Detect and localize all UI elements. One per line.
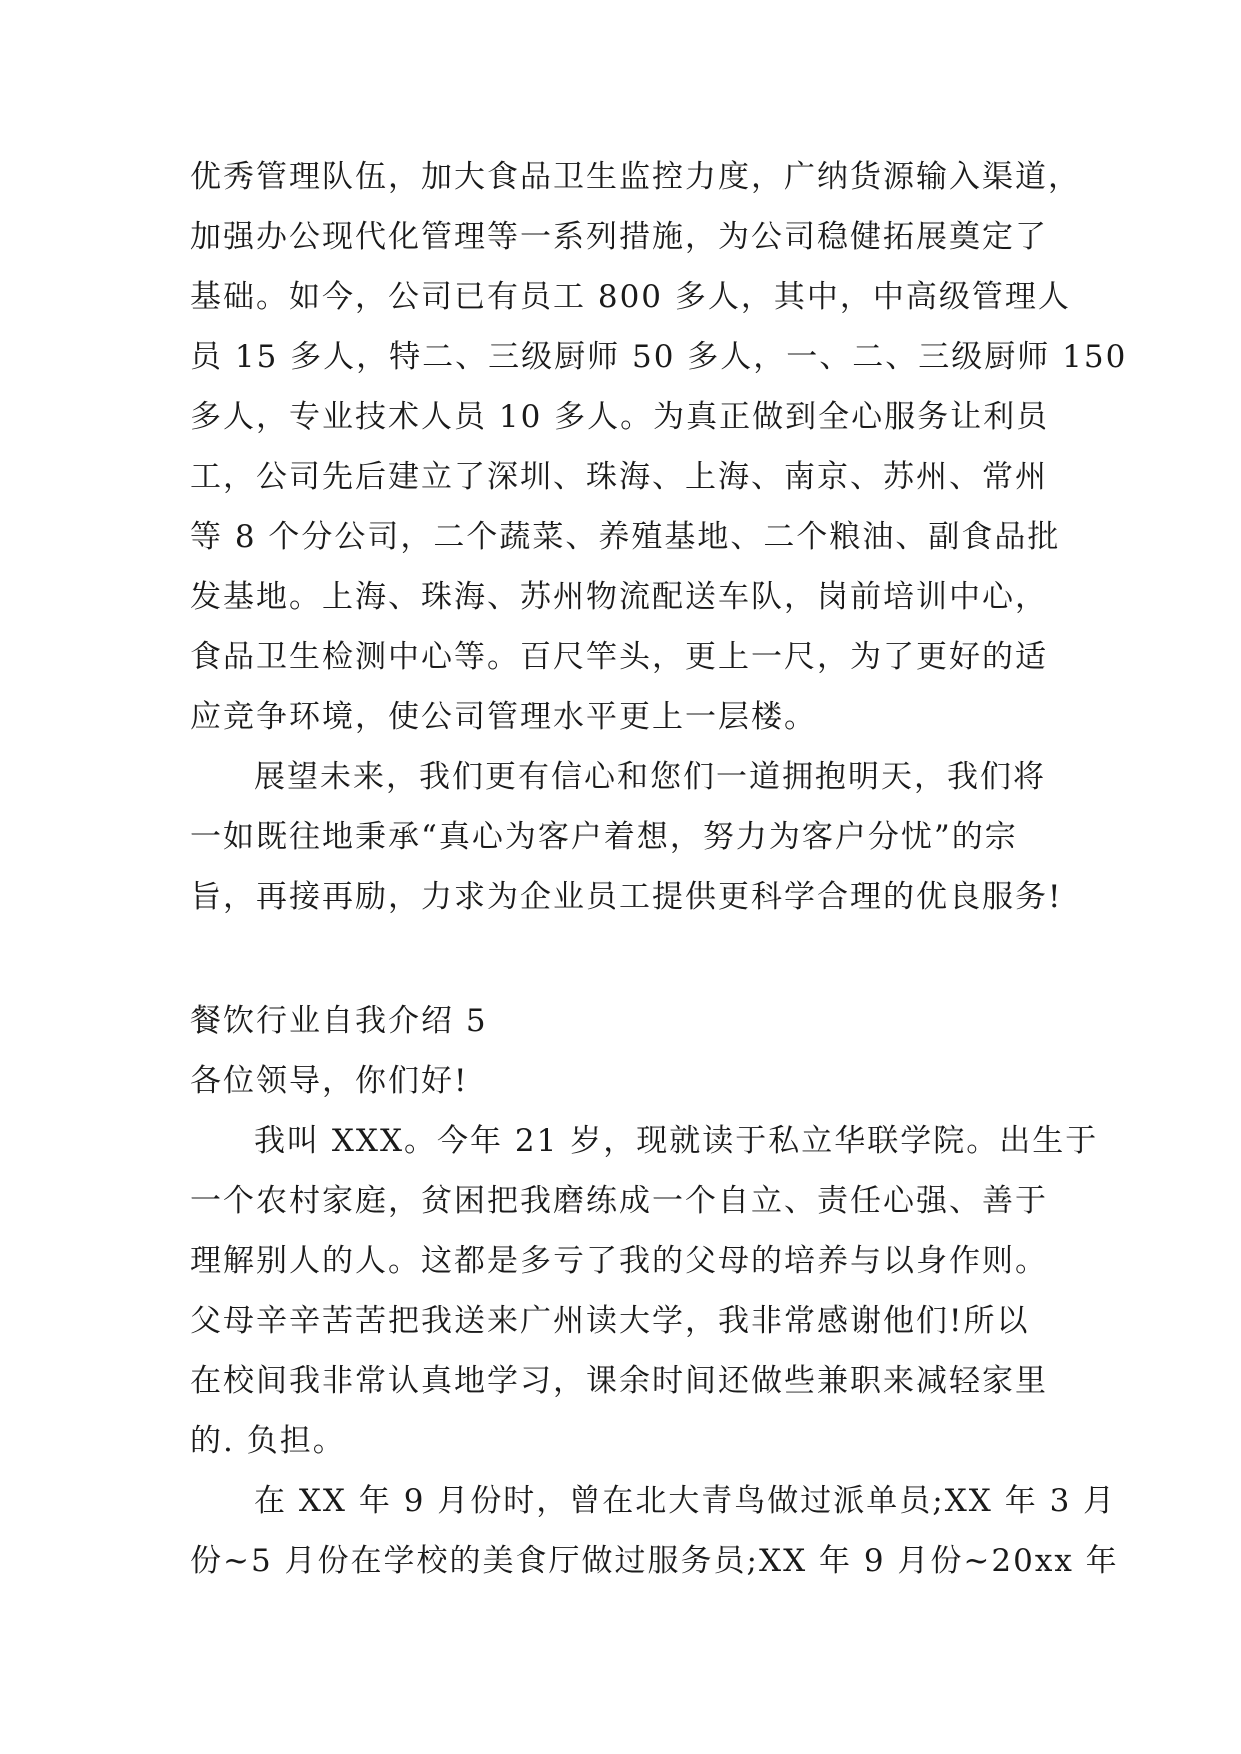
paragraph-outlook [190, 747, 1063, 927]
text-line: 应竞争环境，使公司管理水平更上一层楼。 [190, 699, 817, 735]
greeting: 各位领导，你们好! [190, 1063, 469, 1099]
text-line: 在校间我非常认真地学习，课余时间还做些兼职来减轻家里 [190, 1363, 1048, 1399]
paragraph-company-overview [190, 147, 1128, 747]
text-line: 在 XX 年 9 月份时，曾在北大青鸟做过派单员;XX 年 3 月 [254, 1483, 1117, 1519]
document-body [190, 147, 1128, 1591]
text-line: 员 15 多人，特二、三级厨师 50 多人，一、二、三级厨师 150 [190, 339, 1128, 375]
text-line: 基础。如今，公司已有员工 800 多人，其中，中高级管理人 [190, 279, 1071, 315]
text-line: 工，公司先后建立了深圳、珠海、上海、南京、苏州、常州 [190, 459, 1048, 495]
text-line: 份~5 月份在学校的美食厅做过服务员;XX 年 9 月份~20xx 年 [190, 1543, 1119, 1579]
text-line: 的. 负担。 [190, 1423, 346, 1459]
text-line: 父母辛辛苦苦把我送来广州读大学，我非常感谢他们!所以 [190, 1303, 1030, 1339]
section-gap [190, 927, 1050, 991]
paragraph-work-experience [190, 1471, 1119, 1591]
text-line: 优秀管理队伍，加大食品卫生监控力度，广纳货源输入渠道， [190, 159, 1081, 195]
section-title: 餐饮行业自我介绍 5 [190, 1003, 488, 1039]
paragraph-self-introduction [190, 1111, 1099, 1471]
text-line: 一个农村家庭，贫困把我磨练成一个自立、责任心强、善于 [190, 1183, 1048, 1219]
text-line: 加强办公现代化管理等一系列措施，为公司稳健拓展奠定了 [190, 219, 1048, 255]
text-line: 展望未来，我们更有信心和您们一道拥抱明天，我们将 [254, 759, 1046, 795]
text-line: 理解别人的人。这都是多亏了我的父母的培养与以身作则。 [190, 1243, 1048, 1279]
text-line: 旨，再接再励，力求为企业员工提供更科学合理的优良服务! [190, 879, 1063, 915]
text-line: 发基地。上海、珠海、苏州物流配送车队，岗前培训中心， [190, 579, 1048, 615]
text-line: 食品卫生检测中心等。百尺竿头，更上一尺，为了更好的适 [190, 639, 1048, 675]
text-line: 一如既往地秉承“真心为客户着想，努力为客户分忧”的宗 [190, 819, 1018, 855]
text-line: 等 8 个分公司，二个蔬菜、养殖基地、二个粮油、副食品批 [190, 519, 1061, 555]
text-line: 多人，专业技术人员 10 多人。为真正做到全心服务让利员 [190, 399, 1050, 435]
text-line: 我叫 XXX。今年 21 岁，现就读于私立华联学院。出生于 [254, 1123, 1099, 1159]
